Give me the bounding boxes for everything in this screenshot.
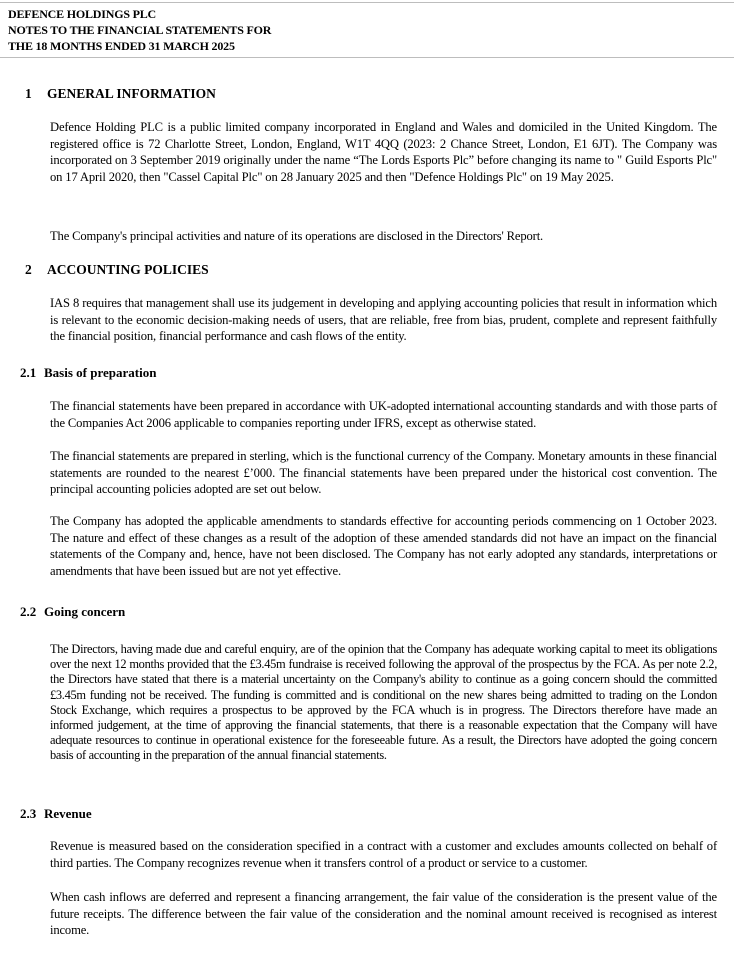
notes-title: NOTES TO THE FINANCIAL STATEMENTS FOR	[8, 23, 272, 37]
section-number: 2.1	[20, 365, 37, 380]
subsection-heading-2-1	[20, 364, 156, 382]
subsection-heading-2-2	[20, 603, 125, 621]
company-name: DEFENCE HOLDINGS PLC	[8, 7, 157, 21]
section-number: 2.3	[20, 806, 37, 821]
section-title: Basis of preparation	[44, 365, 157, 380]
section-title: Revenue	[44, 806, 92, 821]
top-rule	[0, 2, 734, 3]
section-title: Going concern	[44, 604, 126, 619]
section-heading-2	[25, 261, 209, 279]
period-title: THE 18 MONTHS ENDED 31 MARCH 2025	[8, 39, 235, 53]
subsection-heading-2-3	[20, 805, 92, 823]
paragraph: Revenue is measured based on the consideration specified in a contract with a customer and excludes amounts collected on behalf of third parties. The Company recognizes revenue when it transfers control of a product or service to a customer.	[50, 839, 717, 870]
section-title: GENERAL INFORMATION	[47, 86, 216, 101]
paragraph: The Directors, having made due and careful enquiry, are of the opinion that the Company has adequate working capital to meet its obligations over the next 12 months provided that the £3.45m fundraise is received following the approval of the prospectus by the FCA. As per note 2.2, the Directors have stated that there is a material uncertainty on the Company's ability to continue as a going concern should the committed £3.45m funding not be received. The funding is committed and is conditional on the new shares being admitted to trading on the London Stock Exchange, which requires a prospectus to be approved by the FCA whuch is in progress. The Directors therefore have made an informed judgement, at the time of approving the financial statements, that there is a reasonable expectation that the Company will have adequate resources to continue in operational existence for the foreseeable future. As a result, the Directors have adopted the going concern basis of accounting in the preparation of the annual financial statements.	[50, 642, 717, 763]
section-number: 1	[25, 86, 32, 101]
header-rule	[0, 57, 734, 58]
section-number: 2	[25, 262, 32, 277]
section-heading-1	[25, 85, 216, 103]
paragraph: Defence Holding PLC is a public limited company incorporated in England and Wales and domiciled in the United Kingdom. The registered office is 72 Charlotte Street, London, England, W1T 4QQ (2023: 2 Chance Street, London, E1 6JT). The Company was incorporated on 3 September 2019 originally under the name “The Lords Esports Plc” before changing its name to " Guild Esports Plc" on 17 April 2020, then "Cassel Capital Plc" on 28 January 2025 and then "Defence Holdings Plc" on 19 May 2025.	[50, 120, 717, 184]
section-number: 2.2	[20, 604, 37, 619]
paragraph: When cash inflows are deferred and represent a financing arrangement, the fair value of the consideration is the present value of the future receipts. The difference between the fair value of the consideration and the nominal amount received is recognised as interest income.	[50, 890, 717, 937]
paragraph: The Company's principal activities and nature of its operations are disclosed in the Directors' Report.	[50, 229, 544, 243]
paragraph: The financial statements have been prepared in accordance with UK-adopted international accounting standards and with those parts of the Companies Act 2006 applicable to companies reporting under IFRS, except as otherwise stated.	[50, 399, 717, 430]
paragraph: The financial statements are prepared in sterling, which is the functional currency of the Company. Monetary amounts in these financial statements are rounded to the nearest £’000. The financial statements have been prepared under the historical cost convention. The principal accounting policies adopted are set out below.	[50, 449, 717, 496]
section-title: ACCOUNTING POLICIES	[47, 262, 209, 277]
paragraph: The Company has adopted the applicable amendments to standards effective for accounting periods commencing on 1 October 2023. The nature and effect of these changes as a result of the adoption of these amended standards did not have an impact on the financial statements of the Company and, hence, have not been disclosed. The Company has not early adopted any standards, interpretations or amendments that have been issued but are not yet effective.	[50, 514, 717, 578]
paragraph: IAS 8 requires that management shall use its judgement in developing and applying accounting policies that result in information which is relevant to the economic decision-making needs of users, that are reliable, free from bias, prudent, complete and represent faithfully the financial position, financial performance and cash flows of the entity.	[50, 296, 717, 343]
